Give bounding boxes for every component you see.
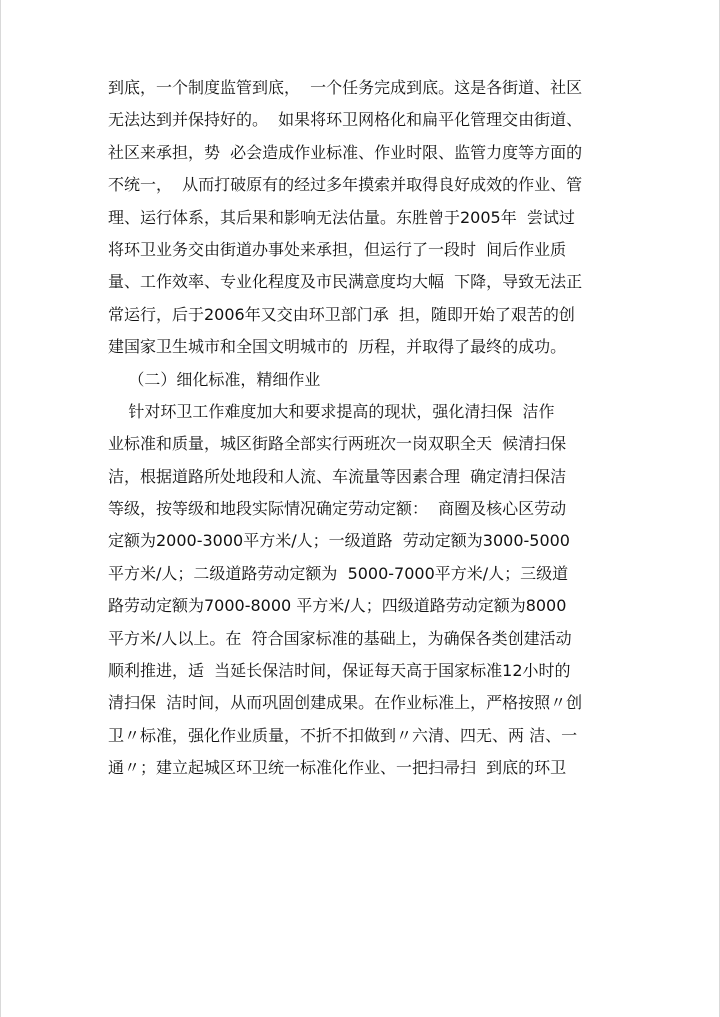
text-line-19: 顺利推进，适 当延长保洁时间，保证每天高于国家标准12小时的 <box>108 661 571 681</box>
text-line-14: 等级，按等级和地段实际情况确定劳动定额： 商圈及核心区劳动 <box>108 499 567 519</box>
text-line-22: 通〃；建立起城区环卫统一标准化作业、一把扫帚扫 到底的环卫 <box>108 758 567 778</box>
text-line-18: 平方米/人以上。在 符合国家标准的基础上，为确保各类创建活动 <box>108 628 572 648</box>
text-line-11: 针对环卫工作难度加大和要求提高的现状，强化清扫保 洁作 <box>108 401 555 421</box>
text-line-8: 常运行，后于2006年又交由环卫部门承 担，随即开始了艰苦的创 <box>108 304 575 324</box>
document-body <box>108 72 628 785</box>
text-line-2: 无法达到并保持好的。 如果将环卫网格化和扁平化管理交由街道、 <box>108 110 583 130</box>
text-line-9: 建国家卫生城市和全国文明城市的 历程，并取得了最终的成功。 <box>108 337 567 357</box>
text-line-20: 清扫保 洁时间，从而巩固创建成果。在作业标准上，严格按照〃创 <box>108 693 583 713</box>
text-line-15: 定额为2000-3000平方米/人；一级道路 劳动定额为3000-5000 <box>108 531 570 551</box>
text-line-21: 卫〃标准，强化作业质量，不折不扣做到〃六清、四无、两 洁、一 <box>108 725 578 745</box>
text-line-4: 不统一， 从而打破原有的经过多年摸索并取得良好成效的作业、管 <box>108 175 583 195</box>
text-line-3: 社区来承担，势 必会造成作业标准、作业时限、监管力度等方面的 <box>108 142 583 162</box>
text-line-12: 业标准和质量，城区街路全部实行两班次一岗双职全天 候清扫保 <box>108 434 567 454</box>
text-line-16: 平方米/人；二级道路劳动定额为 5000-7000平方米/人；三级道 <box>108 563 569 583</box>
text-line-6: 将环卫业务交由街道办事处来承担，但运行了一段时 间后作业质 <box>108 239 567 259</box>
section-heading: （二）细化标准，精细作业 <box>108 369 321 389</box>
text-line-1: 到底，一个制度监管到底， 一个任务完成到底。这是各街道、社区 <box>108 78 583 97</box>
text-line-7: 量、工作效率、专业化程度及市民满意度均大幅 下降，导致无法正 <box>108 272 583 292</box>
text-line-13: 洁，根据道路所处地段和人流、车流量等因素合理 确定清扫保洁 <box>108 466 567 486</box>
text-line-5: 理、运行体系，其后果和影响无法估量。东胜曾于2005年 尝试过 <box>108 207 575 227</box>
text-line-17: 路劳动定额为7000-8000 平方米/人；四级道路劳动定额为8000 <box>108 596 567 616</box>
